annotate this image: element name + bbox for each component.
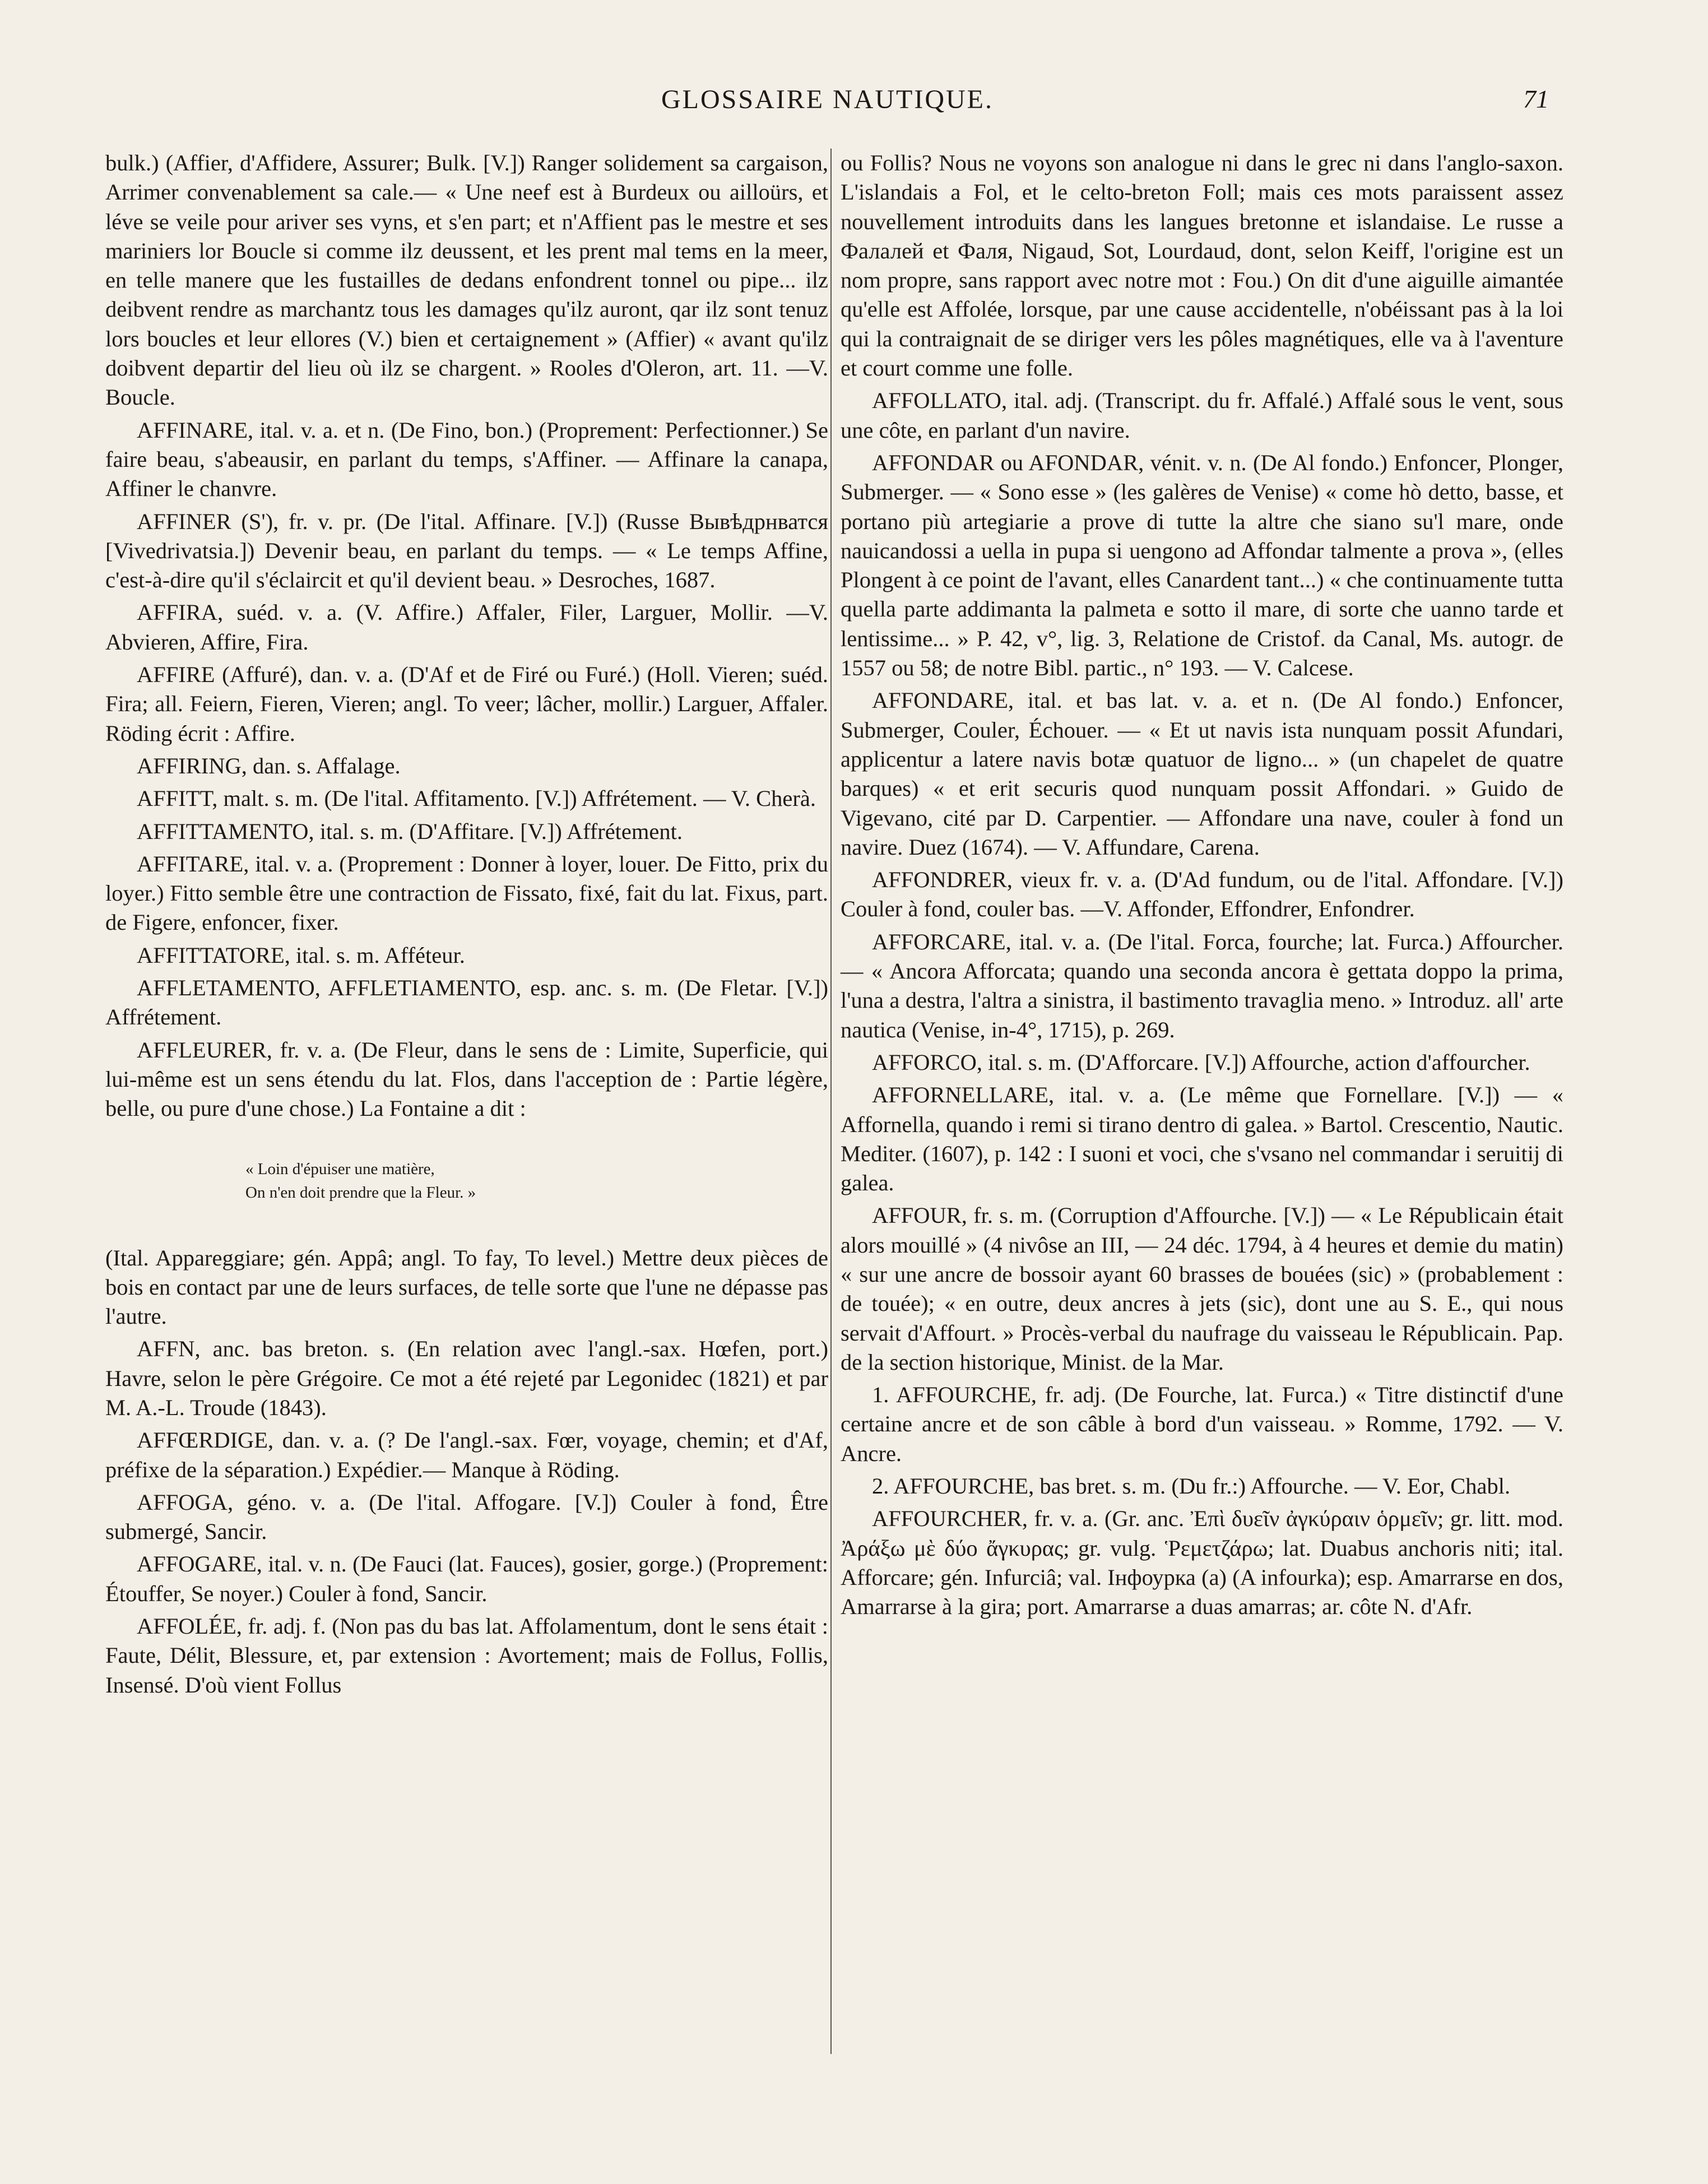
right-column: [841, 149, 1563, 1625]
page-header: [0, 84, 1708, 129]
entry-affletamento: AFFLETAMENTO, AFFLETIAMENTO, esp. anc. s. m. (De Fletar. [V.]) Affrétement.: [105, 975, 828, 1030]
entry-affira: AFFIRA, suéd. v. a. (V. Affire.) Affaler, Filer, Larguer, Mollir. —V. Abvieren, Affire, Fira.: [105, 600, 828, 655]
entry-affiring: AFFIRING, dan. s. Affalage.: [137, 753, 401, 778]
entry-affleurer: AFFLEURER, fr. v. a. (De Fleur, dans le sens de : Limite, Superficie, qui lui-même est un sens étendu du lat. Flos, dans l'acception de : Partie légère, belle, ou pure d'une chose.) La Fontaine a dit :: [105, 1037, 828, 1121]
entry-affolee-continued: ou Follis? Nous ne voyons son analogue ni dans le grec ni dans l'anglo-saxon. L'islandais a Fol, et le celto-breton Foll; mais ces mots paraissent assez nouvellement introduits dans les langues bretonne et islandaise. Le russe a Фалалей et Фаля, Nigaud, Sot, Lourdaud, dont, selon Keiff, l'origine est un nom propre, sans rapport avec notre mot : Fou.) On dit d'une aiguille aimantée qu'elle est Affolée, lorsque, par une cause accidentelle, n'obéissant pas à la loi qui la contraignait de se diriger vers les pôles magnétiques, elle va à l'aventure et court comme une folle.: [841, 150, 1563, 381]
quote-line-1: « Loin d'épuiser une matière,: [245, 1160, 435, 1178]
entry-affolee: AFFOLÉE, fr. adj. f. (Non pas du bas lat. Affolamentum, dont le sens était : Faute, Délit, Blessure, et, par extension : Avortement; mais de Follus, Follis, Insensé. D'où vient Follus: [105, 1613, 828, 1698]
entry-affittatore: AFFITTATORE, ital. s. m. Afféteur.: [137, 942, 465, 968]
entry-affourche-2: 2. AFFOURCHE, bas bret. s. m. (Du fr.:) Affourche. — V. Eor, Chabl.: [872, 1473, 1511, 1499]
entry-affitt: AFFITT, malt. s. m. (De l'ital. Affitamento. [V.]) Affrétement. — V. Cherà.: [137, 786, 816, 812]
entry-affitare: AFFITARE, ital. v. a. (Proprement : Donner à loyer, louer. De Fitto, prix du loyer.) Fitto semble être une contraction de Fissato, fixé, fait du lat. Fixus, part. de Figere, enfoncer, fixer.: [105, 851, 828, 935]
left-column: [105, 149, 828, 1703]
la-fontaine-quote: [105, 1157, 828, 1204]
entry-affondar: AFFONDAR ou AFONDAR, vénit. v. n. (De Al fondo.) Enfoncer, Plonger, Submerger. — « Sono esse » (les galères de Venise) « come hò detto, basse, et portano più artegiarie a prove di tutte la altre che siano su'l mare, onde nauicandossi a uella in pupa si uengono ad Affondar talmente a prova », (elles Plongent à ce point de l'avant, elles Canardent tant...) « che continuamente tutta quella parte addimanta la palmeta e sotto il mare, di sorte che uanno tarde et lentissime... » P. 42, v°, lig. 3, Relatione de Cristof. da Canal, Ms. autogr. de 1557 ou 58; de notre Bibl. partic., n° 193. — V. Calcese.: [841, 449, 1563, 681]
entry-affoerdige: AFFŒRDIGE, dan. v. a. (? De l'angl.-sax. Fœr, voyage, chemin; et d'Af, préfixe de la séparation.) Expédier.— Manque à Röding.: [105, 1427, 828, 1482]
column-divider: [830, 149, 832, 2054]
page-number: 71: [1523, 85, 1549, 113]
quote-line-2: On n'en doit prendre que la Fleur. »: [245, 1183, 476, 1202]
entry-affogare: AFFOGARE, ital. v. n. (De Fauci (lat. Fauces), gosier, gorge.) (Proprement: Étouffer, Se noyer.) Couler à fond, Sancir.: [105, 1551, 828, 1606]
entry-affourcher: AFFOURCHER, fr. v. a. (Gr. anc. Ἐπὶ δυεῖν ἀγκύραιν ὁρμεῖν; gr. litt. mod. Ἀράξω μὲ δύο ἄγκυρας; gr. vulg. Ῥεμετζάρω; lat. Duabus anchoris niti; ital. Afforcare; gén. Infurciâ; val. Інфоурка (a) (A infourka); esp. Amarrarse en dos, Amarrarse à la gira; port. Amarrarse a duas amarras; ar. côte N. d'Afr.: [841, 1506, 1563, 1620]
entry-afforcare: AFFORCARE, ital. v. a. (De l'ital. Forca, fourche; lat. Furca.) Affourcher. — « Ancora Afforcata; quando una seconda ancora è gettata doppo la prima, l'una a destra, l'altra a sinistra, il bastimento travaglia meno. » Introduz. all' arte nautica (Venise, in-4°, 1715), p. 269.: [841, 929, 1563, 1042]
entry-affinare: AFFINARE, ital. v. a. et n. (De Fino, bon.) (Proprement: Perfectionner.) Se faire beau, s'abeausir, en parlant du temps, s'Affiner. — Affinare la canapa, Affiner le chanvre.: [105, 417, 828, 502]
entry-continuation: bulk.) (Affier, d'Affidere, Assurer; Bulk. [V.]) Ranger solidement sa cargaison, Arrimer convenablement sa cale.— « Une neef est à Burdeux ou ailloürs, et léve se veile pour ariver ses vyns, et s'en part; et n'Affient pas le mestre et ses mariniers lor Boucle si comme ilz deussent, et les prent mal tems en la meer, en telle manere que les fustailles de dedans enfondrent tonnel ou pipe... ilz deibvent rendre as marchantz tous les damages qu'ilz auront, qar ilz sont tenuz lors boucles et leur ellores (V.) bien et certaignement » (Affier) « avant qu'ilz doibvent departir del lieu où ilz se chargent. » Rooles d'Oleron, art. 11. —V. Boucle.: [105, 150, 828, 410]
entry-affollato: AFFOLLATO, ital. adj. (Transcript. du fr. Affalé.) Affalé sous le vent, sous une côte, en parlant d'un navire.: [841, 388, 1563, 443]
entry-affn: AFFN, anc. bas breton. s. (En relation avec l'angl.-sax. Hœfen, port.) Havre, selon le père Grégoire. Ce mot a été rejeté par Legonidec (1821) et par M. A.-L. Troude (1843).: [105, 1336, 828, 1420]
entry-affondrer: AFFONDRER, vieux fr. v. a. (D'Ad fundum, ou de l'ital. Affondare. [V.]) Couler à fond, couler bas. —V. Affonder, Effondrer, Enfondrer.: [841, 867, 1563, 922]
entry-afforco: AFFORCO, ital. s. m. (D'Afforcare. [V.]) Affourche, action d'affourcher.: [872, 1049, 1530, 1075]
entry-affiner: AFFINER (S'), fr. v. pr. (De l'ital. Affinare. [V.]) (Russe Вывѣдрнватся [Vivedrivatsia.]) Devenir beau, en parlant du temps. — « Le temps Affine, c'est-à-dire qu'il s'éclaircit et qu'il devient beau. » Desroches, 1687.: [105, 508, 828, 593]
entry-affire: AFFIRE (Affuré), dan. v. a. (D'Af et de Firé ou Furé.) (Holl. Vieren; suéd. Fira; all. Feiern, Fieren, Vieren; angl. To veer; lâcher, mollir.) Larguer, Affaler. Röding écrit : Affire.: [105, 662, 828, 746]
entry-affoga: AFFOGA, géno. v. a. (De l'ital. Affogare. [V.]) Couler à fond, Être submergé, Sancir.: [105, 1489, 828, 1545]
entry-affondare: AFFONDARE, ital. et bas lat. v. a. et n. (De Al fondo.) Enfoncer, Submerger, Couler, Échouer. — « Et ut navis ista nunquam possit Afundari, applicentur a latere navis botæ quatuor de ligno... » (un chapelet de quatre barques) « et erit securis quod nunquam possit Affondari. » Guido de Vigevano, cité par D. Carpentier. — Affondare una nave, couler à fond un navire. Duez (1674). — V. Affundare, Carena.: [841, 688, 1563, 860]
entry-affourche-1: 1. AFFOURCHE, fr. adj. (De Fourche, lat. Furca.) « Titre distinctif d'une certaine ancre et de son câble à bord d'un vaisseau. » Romme, 1792. — V. Ancre.: [841, 1382, 1563, 1466]
entry-affleurer-continued: (Ital. Appareggiare; gén. Appâ; angl. To fay, To level.) Mettre deux pièces de bois en contact par une de leurs surfaces, de telle sorte que l'une ne dépasse pas l'autre.: [105, 1245, 828, 1329]
entry-affour: AFFOUR, fr. s. m. (Corruption d'Affourche. [V.]) — « Le Républicain était alors mouillé » (4 nivôse an III, — 24 déc. 1794, à 4 heures et demie du matin) « sur une ancre de bossoir ayant 60 brasses de bouées (sic) » (probablement : de touée); « en outre, deux ancres à jets (sic), dont une au S. E., qui nous servait d'Affourt. » Procès-verbal du naufrage du vaisseau le Républicain. Pap. de la section historique, Minist. de la Mar.: [841, 1203, 1563, 1375]
entry-affornellare: AFFORNELLARE, ital. v. a. (Le même que Fornellare. [V.]) — « Affornella, quando i remi si tirano dentro di galea. » Bartol. Crescentio, Nautic. Mediter. (1607), p. 142 : I suoni et voci, che s'vsano nel commandar i seruitij di galea.: [841, 1082, 1563, 1196]
running-title: GLOSSAIRE NAUTIQUE.: [661, 85, 994, 114]
entry-affittamento: AFFITTAMENTO, ital. s. m. (D'Affitare. [V.]) Affrétement.: [137, 818, 683, 844]
